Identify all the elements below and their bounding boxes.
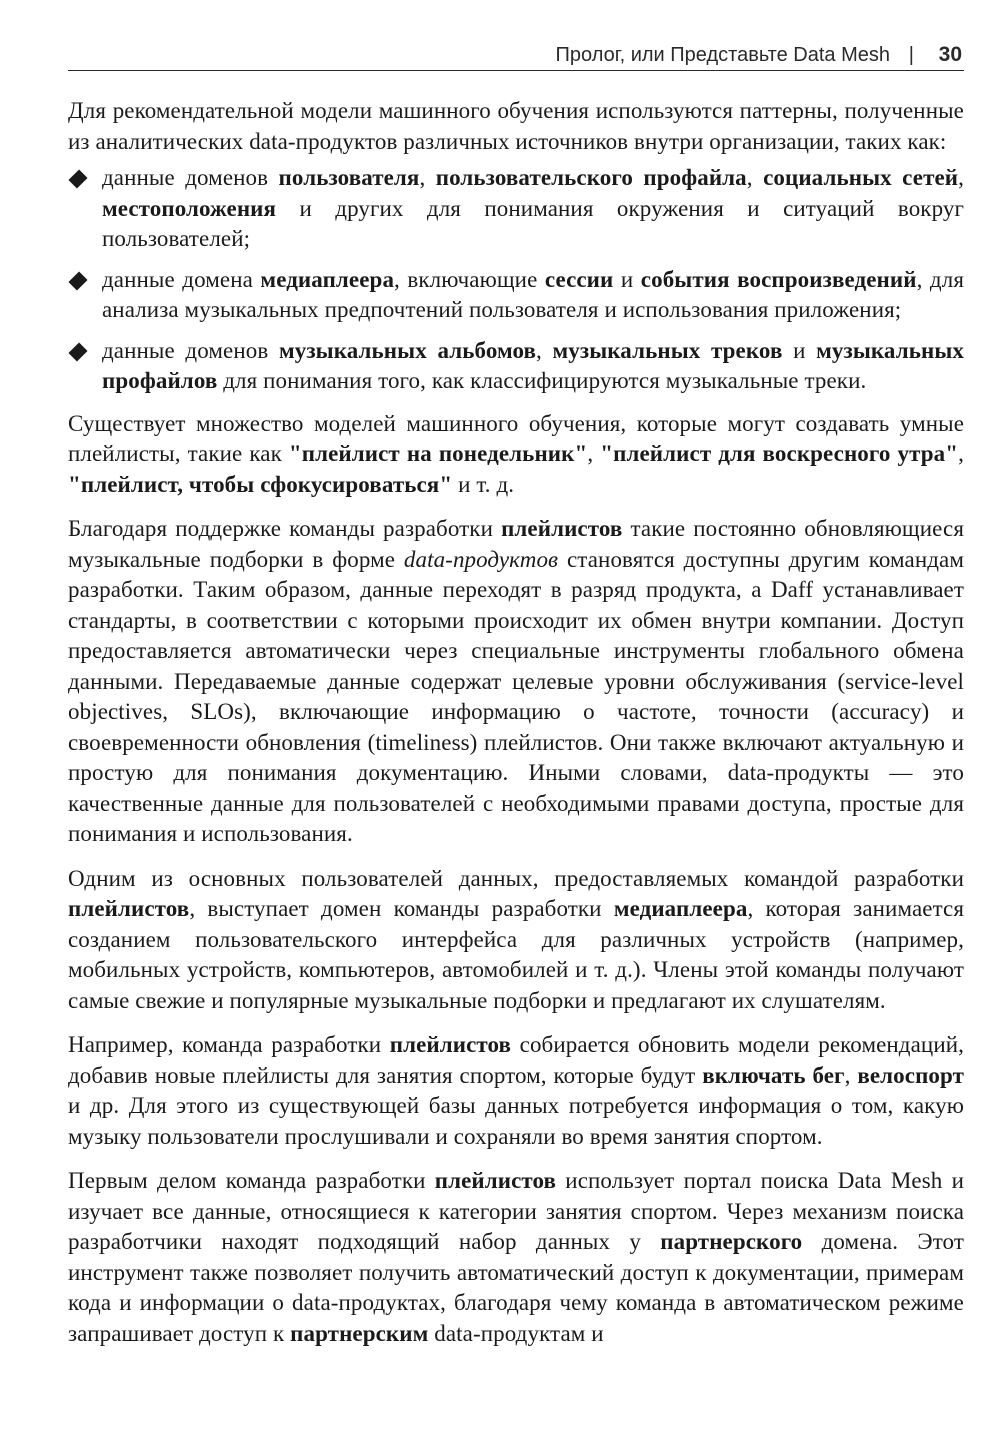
page-number: 30 [938,43,962,66]
paragraph-smart-playlists: Существует множество моделей машинного обучения, которые могут создавать умные плейлисты, такие как "плейлист на понедельник", "плейлист для воскресного утра", "плейлист, чтобы сфокусироваться" и т. д. [68,410,965,497]
paragraph-data-products: Благодаря поддержке команды разработки плейлистов такие постоянно обновляющиеся музыкальные подборки в форме data-продуктов становятся доступны другим командам разработки. Таким образом, данные переходят в разряд продукта, а Daff устанавливает стандарты, в соответствии с которыми происходит их обмен внутри компании. Доступ предоставляется автоматически через специальные инструменты глобального обмена данными. Передаваемые данные содержат целевые уровни обслуживания (service-level objectives, SLOs), включающие информацию о частоте, точности (accuracy) и своевременности обновления (timeliness) плейлистов. Они также включают актуальную и простую для понимания документацию. Иными словами, data-продукты — это качественные данные для пользователей с необходимыми правами доступа, простые для понимания и использования. [68,516,964,846]
paragraph-intro: Для рекомендательной модели машинного обучения используются паттерны, полученные из аналитических data-продуктов различных источников внутри организации, таких как: [68,98,964,154]
paragraph-search-portal: Первым делом команда разработки плейлистов использует портал поиска Data Mesh и изучает все данные, относящиеся к категории занятия спортом. Через механизм поиска разработчики находят подходящий набор данных у партнерского домена. Этот инструмент также позволяет получить автоматический доступ к документации, примерам кода и информации о data-продуктах, благодаря чему команда в автоматическом режиме запрашивает доступ к партнерским data-продуктам и [68,1168,964,1346]
diamond-bullet-icon [68,169,87,188]
header-title: Пролог, или Представьте Data Mesh [555,44,890,66]
bullet-list [68,163,964,397]
diamond-bullet-icon [68,271,87,290]
bullet-item: данные доменов музыкальных альбомов, музыкальных треков и музыкальных профайлов для понимания того, как классифицируются музыкальные треки. [68,336,964,397]
bullet-item: данные домена медиаплеера, включающие сессии и события воспроизведений, для анализа музыкальных предпочтений пользователя и использования приложения; [68,265,964,326]
diamond-bullet-icon [68,342,87,361]
bullet-item: данные доменов пользователя, пользовательского профайла, социальных сетей, местоположения и других для понимания окружения и ситуаций вокруг пользователей; [68,163,964,255]
paragraph-consumers: Одним из основных пользователей данных, предоставляемых командой разработки плейлистов, выступает домен команды разработки медиаплеера, которая занимается созданием пользовательского интерфейса для различных устройств (например, мобильных устройств, компьютеров, автомобилей и т. д.). Члены этой команды получают самые свежие и популярные музыкальные подборки и предлагают их слушателям. [68,865,964,1013]
header-separator: | [908,44,914,66]
body-text [68,96,964,1363]
paragraph-example: Например, команда разработки плейлистов собирается обновить модели рекомендаций, добавив новые плейлисты для занятия спортом, которые будут включать бег, велоспорт и др. Для этого из существующей базы данных потребуется информация о том, какую музыку пользователи прослушивали и сохраняли во время занятия спортом. [68,1032,965,1149]
running-header [68,40,964,71]
